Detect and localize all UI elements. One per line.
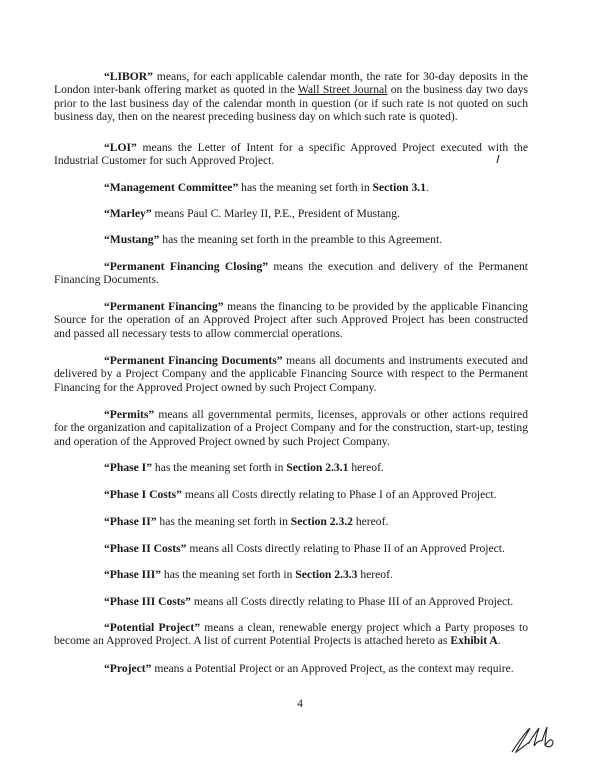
defined-term: “Management Committee” [104,181,239,194]
definition-management-committee: “Management Committee” has the meaning set forth in Section 3.1. [104,181,429,194]
defined-term: “Phase III Costs” [104,595,191,608]
publication-name: Wall Street Journal [297,83,388,97]
page-number: 4 [297,697,303,710]
definition-phase-i: “Phase I” has the meaning set forth in Section 2.3.1 hereof. [104,461,384,474]
section-reference: Section 2.3.2 [290,515,353,528]
section-reference: Section 2.3.3 [295,568,358,581]
definition-potential-project: “Potential Project” means a clean, renewable energy project which a Party proposes to become an Approved Project. A list of current Potential Projects is attached hereto as Exhibit A. [54,621,528,648]
defined-term: “Mustang” [104,233,160,246]
defined-term: “Permanent Financing” [104,300,224,313]
section-reference: Section 2.3.1 [286,461,349,474]
defined-term: “Project” [104,662,152,675]
definition-project: “Project” means a Potential Project or an Approved Project, as the context may require. [104,662,514,675]
definition-mustang: “Mustang” has the meaning set forth in the preamble to this Agreement. [104,233,443,246]
definition-phase-iii: “Phase III” has the meaning set forth in Section 2.3.3 hereof. [104,568,393,581]
defined-term: “Permanent Financing Documents” [104,354,283,367]
pen-mark-icon [496,155,500,163]
definition-loi: “LOI” means the Letter of Intent for a specific Approved Project executed with the Industrial Customer for such Approved Project. [54,141,528,168]
definition-libor: “LIBOR” means, for each applicable calendar month, the rate for 30-day deposits in the London inter-bank offering market as quoted in the Wall Street Journal on the business day two days prior to the last business day of the calendar month in question (or if such rate is not quoted on such business day, then on the nearest preceding business day on which such rate is quoted). [54,70,528,124]
defined-term: “Phase I Costs” [104,488,182,501]
defined-term: “Permits” [104,408,155,421]
defined-term: “Potential Project” [104,621,201,634]
definition-permanent-financing-closing: “Permanent Financing Closing” means the execution and delivery of the Permanent Financing Documents. [54,260,528,287]
handwritten-initials-icon [508,722,558,756]
defined-term: “Phase II Costs” [104,542,187,555]
defined-term: “Marley” [104,207,152,220]
definition-marley: “Marley” means Paul C. Marley II, P.E., President of Mustang. [104,207,400,220]
definition-permits: “Permits” means all governmental permits, licenses, approvals or other actions required for the organization and capitalization of a Project Company and for the construction, start-up, testing and operation of the Approved Project owned by such Project Company. [54,408,528,448]
definition-permanent-financing-documents: “Permanent Financing Documents” means all documents and instruments executed and delivered by a Project Company and the applicable Financing Source with respect to the Permanent Financing for the Approved Project owned by such Project Company. [54,354,528,394]
definition-phase-i-costs: “Phase I Costs” means all Costs directly relating to Phase I of an Approved Project. [104,488,497,501]
defined-term: “Phase II” [104,515,157,528]
section-reference: Section 3.1 [372,181,426,194]
definition-permanent-financing: “Permanent Financing” means the financing to be provided by the applicable Financing Source for the operation of an Approved Project after such Approved Project has been constructed and passed all necessary tests to allow commercial operations. [54,300,528,340]
exhibit-reference: Exhibit A [450,634,498,648]
definition-phase-ii-costs: “Phase II Costs” means all Costs directly relating to Phase II of an Approved Project. [104,542,505,555]
defined-term: “Permanent Financing Closing” [104,260,269,273]
defined-term: “Phase III” [104,568,162,581]
definition-phase-ii: “Phase II” has the meaning set forth in Section 2.3.2 hereof. [104,515,389,528]
defined-term: “Phase I” [104,461,152,474]
definition-phase-iii-costs: “Phase III Costs” means all Costs directly relating to Phase III of an Approved Project. [104,595,514,608]
defined-term: “LIBOR” [104,70,153,83]
defined-term: “LOI” [104,141,137,154]
